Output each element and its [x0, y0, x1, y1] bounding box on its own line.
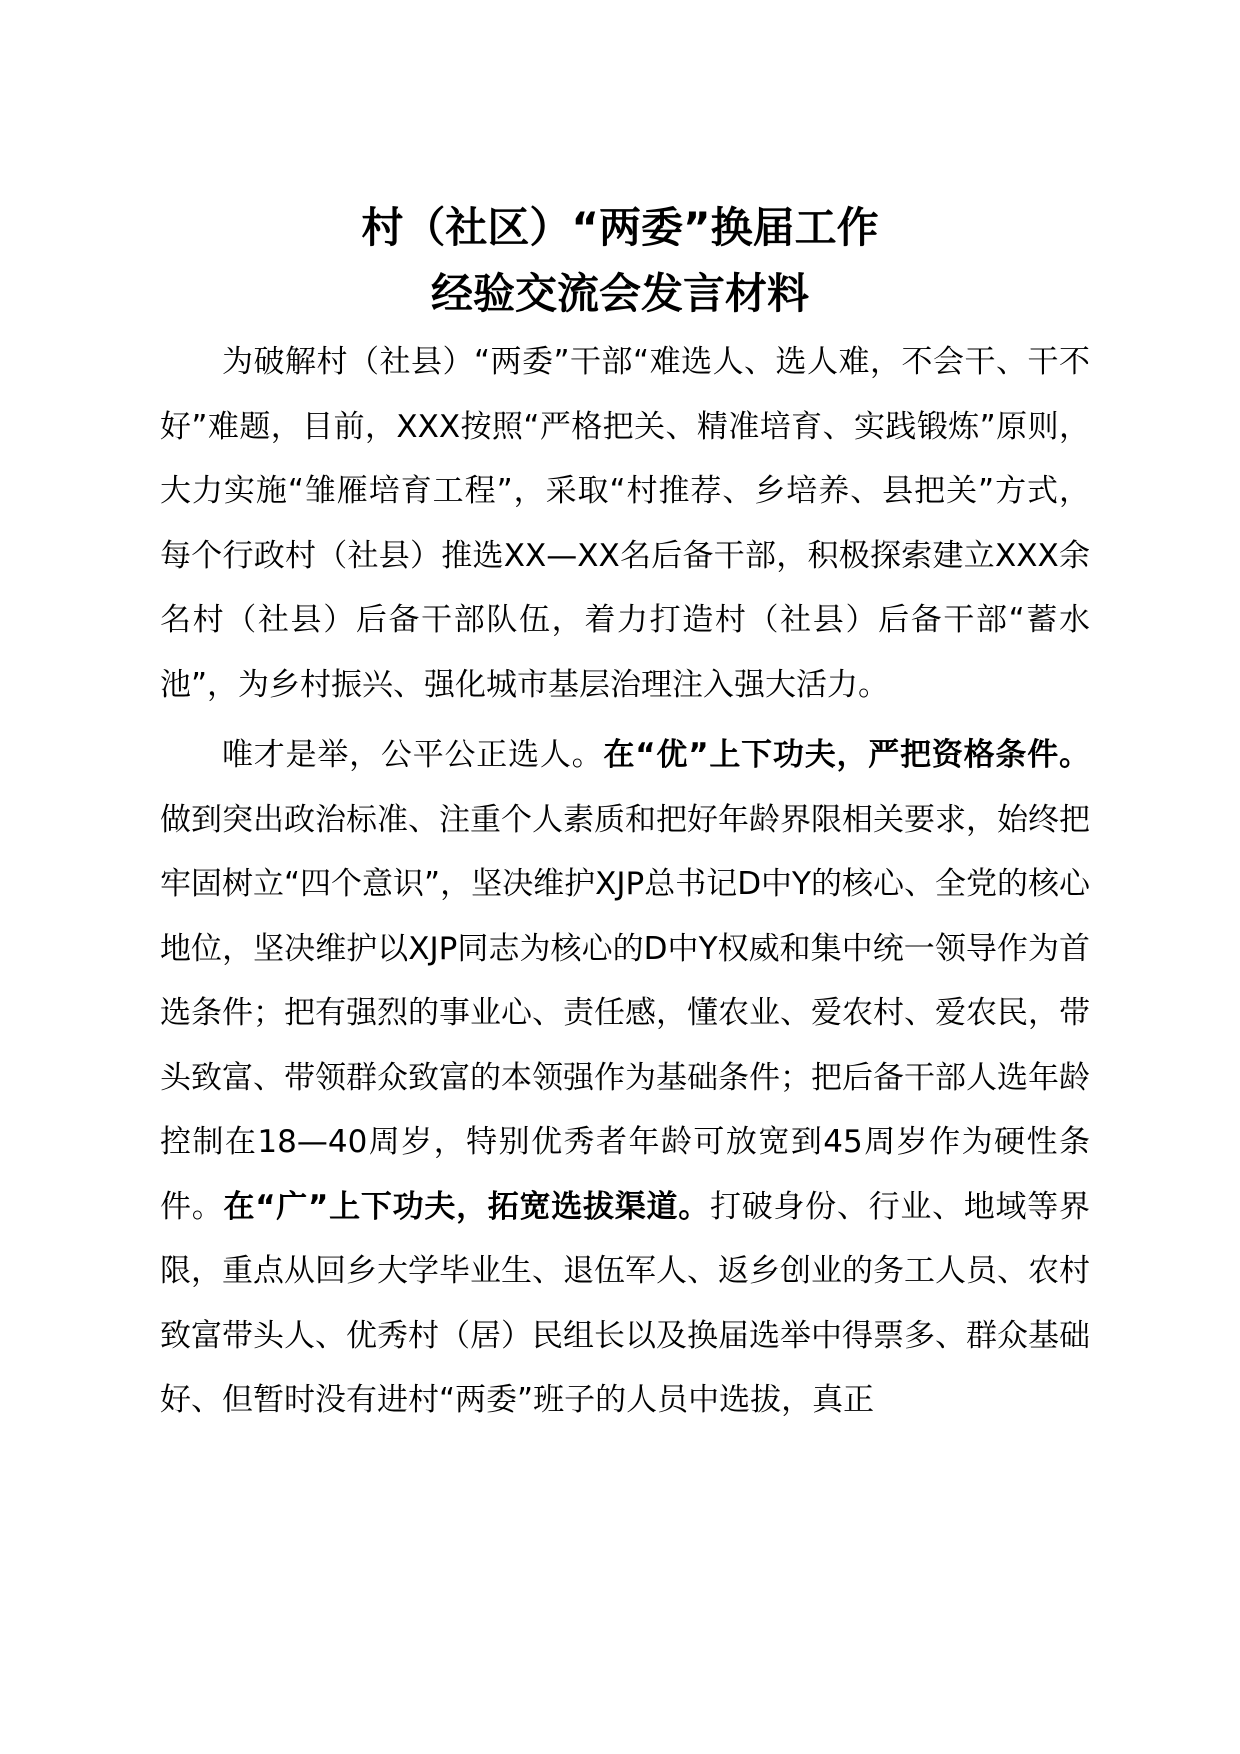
- paragraph-2: [160, 723, 1090, 1433]
- paragraph-2-bold-heading-1: 在“优”上下功夫，严把资格条件。: [603, 737, 1091, 773]
- paragraph-2-run-1: 唯才是举，公平公正选人。: [222, 737, 604, 773]
- paragraph-2-run-3: 做到突出政治标准、注重个人素质和把好年龄界限相关要求，始终把牢固树立“四个意识”，坚决维护XJP总书记D中Y的核心、全党的核心地位，坚决维护以XJP同志为核心的D中Y权威和集中统一领导作为首选条件；把有强烈的事业心、责任感，懂农业、爱农村、爱农民，带头致富、带领群众致富的本领强作为基础条件；把后备干部人选年龄控制在18—40周岁，特别优秀者年龄可放宽到45周岁作为硬性条件。: [160, 801, 1090, 1225]
- paragraph-1: 为破解村（社县）“两委”干部“难选人、选人难，不会干、干不好”难题，目前，XXX按照“严格把关、精准培育、实践锻炼”原则，大力实施“雏雁培育工程”，采取“村推荐、乡培养、县把关”方式，每个行政村（社县）推选XX—XX名后备干部，积极探索建立XXX余名村（社县）后备干部队伍，着力打造村（社县）后备干部“蓄水池”，为乡村振兴、强化城市基层治理注入强大活力。: [160, 344, 1090, 703]
- paragraph-2-bold-heading-2: 在“广”上下功夫，拓宽选拔渠道。: [223, 1188, 710, 1225]
- paragraph-2-run-5: 打破身份、行业、地域等界限，重点从回乡大学毕业生、退伍军人、返乡创业的务工人员、农村致富带头人、优秀村（居）民组长以及换届选举中得票多、群众基础好、但暂时没有进村“两委”班子的人员中选拔，真正: [160, 1188, 1091, 1418]
- document-title-line-2: 经验交流会发言材料: [430, 269, 809, 318]
- document-body: [160, 330, 1090, 1433]
- document-title-line-1: 村（社区）“两委”换届工作: [361, 203, 879, 252]
